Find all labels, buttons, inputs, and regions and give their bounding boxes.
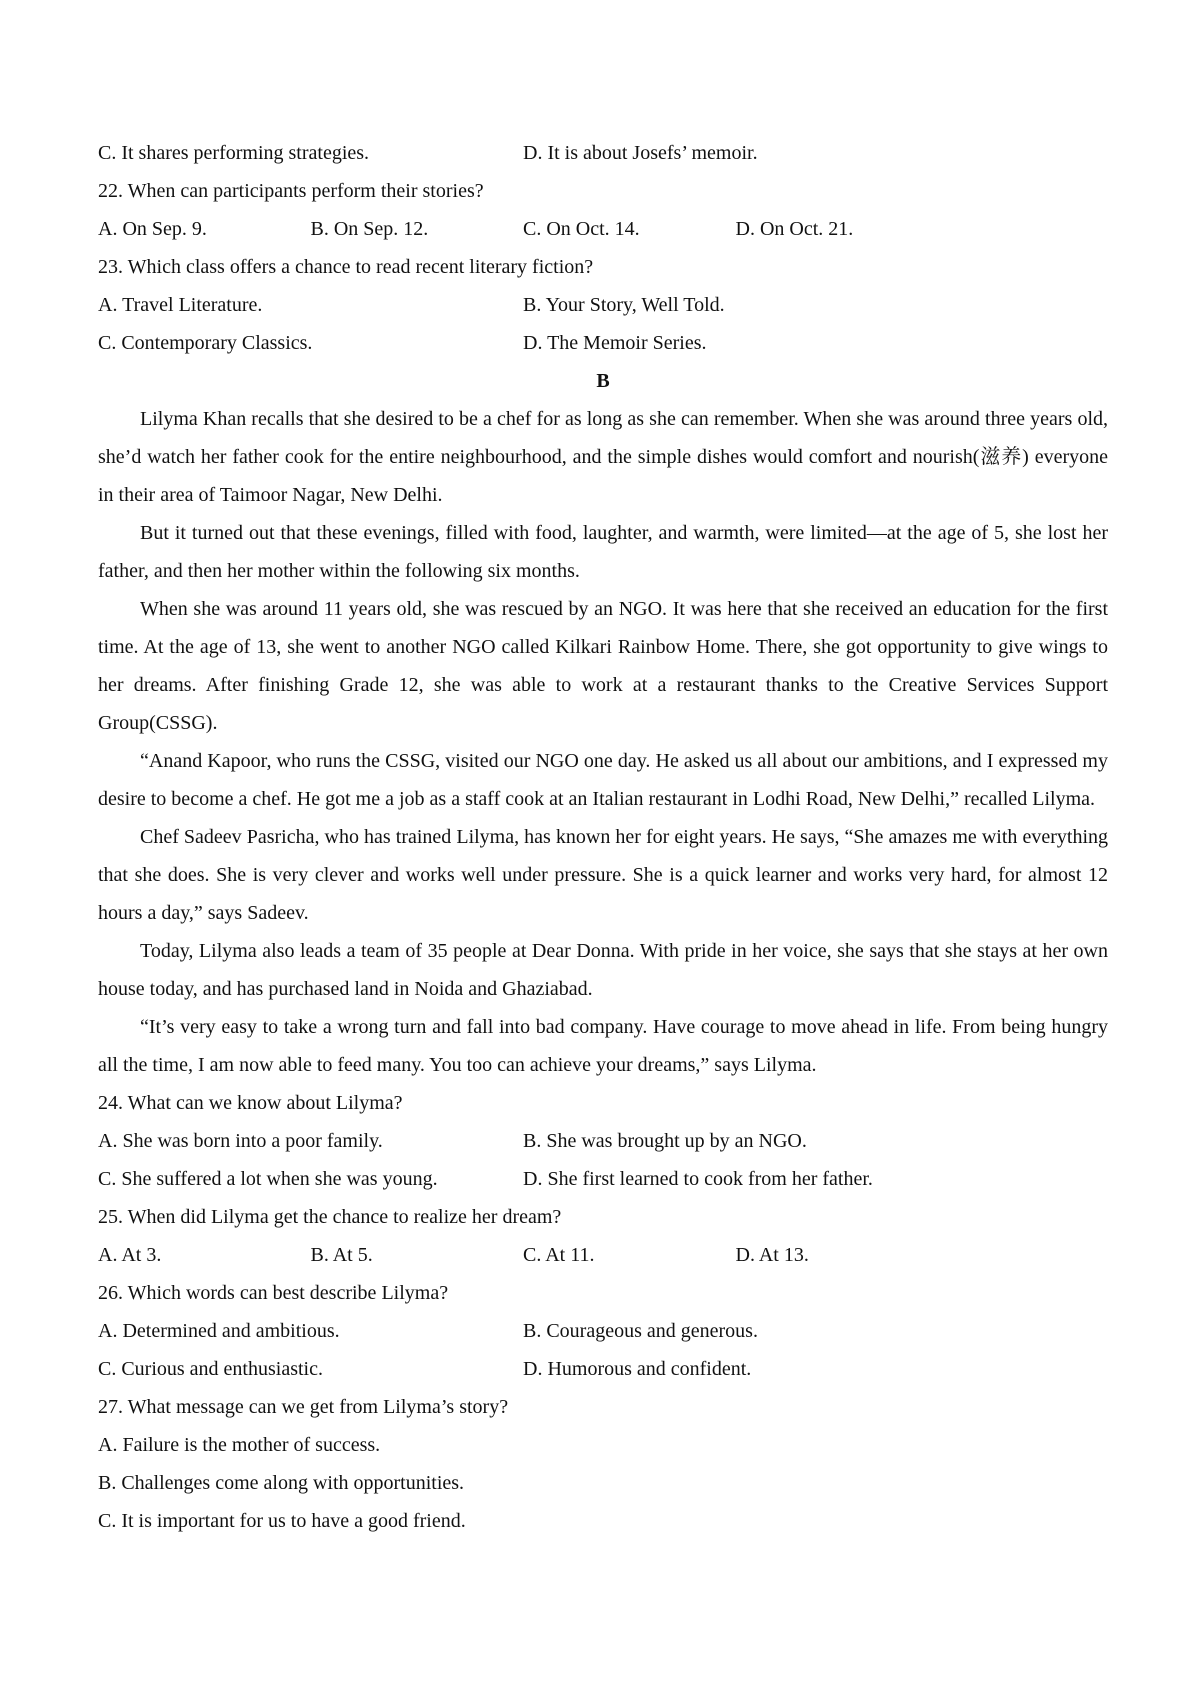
q23-option-a: A. Travel Literature.	[98, 294, 263, 316]
q26-options-row-1	[98, 1312, 1108, 1350]
q22-option-d: D. On Oct. 21.	[735, 218, 854, 240]
passage-paragraph-5: Chef Sadeev Pasricha, who has trained Lilyma, has known her for eight years. He says, “She amazes me with everything that she does. She is very clever and works well under pressure. She is a quick learner and works very hard, for almost 12 hours a day,” says Sadeev.	[98, 826, 1108, 924]
q26-option-a: A. Determined and ambitious.	[98, 1320, 340, 1342]
q27-option-c: C. It is important for us to have a good friend.	[98, 1510, 466, 1532]
q27-question: 27. What message can we get from Lilyma’s story?	[98, 1396, 509, 1418]
q26-option-c: C. Curious and enthusiastic.	[98, 1358, 323, 1380]
passage-paragraph-3: When she was around 11 years old, she was rescued by an NGO. It was here that she received an education for the first time. At the age of 13, she went to another NGO called Kilkari Rainbow Home. There, she got opportunity to give wings to her dreams. After finishing Grade 12, she was able to work at a restaurant thanks to the Creative Services Support Group(CSSG).	[98, 598, 1108, 734]
passage-paragraph-2: But it turned out that these evenings, filled with food, laughter, and warmth, were limited—at the age of 5, she lost her father, and then her mother within the following six months.	[98, 522, 1108, 582]
q25-option-a: A. At 3.	[98, 1244, 162, 1266]
section-title: B	[596, 370, 610, 392]
q26-option-d: D. Humorous and confident.	[523, 1358, 752, 1380]
q24-option-b: B. She was brought up by an NGO.	[523, 1130, 807, 1152]
q23-option-b: B. Your Story, Well Told.	[523, 294, 725, 316]
q23-option-d: D. The Memoir Series.	[523, 332, 707, 354]
q24-option-d: D. She first learned to cook from her father.	[523, 1168, 873, 1190]
q23-option-c: C. Contemporary Classics.	[98, 332, 313, 354]
q23-options-row-2	[98, 324, 1108, 362]
q22-question: 22. When can participants perform their stories?	[98, 180, 484, 202]
q26-option-b: B. Courageous and generous.	[523, 1320, 758, 1342]
q26-question: 26. Which words can best describe Lilyma?	[98, 1282, 449, 1304]
q24-option-c: C. She suffered a lot when she was young.	[98, 1168, 438, 1190]
q25-option-c: C. At 11.	[523, 1244, 595, 1266]
passage-paragraph-6: Today, Lilyma also leads a team of 35 people at Dear Donna. With pride in her voice, she says that she stays at her own house today, and has purchased land in Noida and Ghaziabad.	[98, 940, 1108, 1000]
q21-option-d: D. It is about Josefs’ memoir.	[523, 142, 758, 164]
q22-option-a: A. On Sep. 9.	[98, 218, 207, 240]
q25-option-d: D. At 13.	[735, 1244, 809, 1266]
q21-option-c: C. It shares performing strategies.	[98, 142, 370, 164]
q24-option-a: A. She was born into a poor family.	[98, 1130, 383, 1152]
q22-option-b: B. On Sep. 12.	[310, 218, 429, 240]
q24-options-row-2	[98, 1160, 1108, 1198]
q24-options-row-1	[98, 1122, 1108, 1160]
passage-paragraph-4: “Anand Kapoor, who runs the CSSG, visited our NGO one day. He asked us all about our ambitions, and I expressed my desire to become a chef. He got me a job as a staff cook at an Italian restaurant in Lodhi Road, New Delhi,” recalled Lilyma.	[98, 750, 1108, 810]
passage-paragraph-7: “It’s very easy to take a wrong turn and fall into bad company. Have courage to move ahead in life. From being hungry all the time, I am now able to feed many. You too can achieve your dreams,” says Lilyma.	[98, 1016, 1108, 1076]
q22-option-c: C. On Oct. 14.	[523, 218, 640, 240]
q21-options	[98, 134, 1108, 172]
q22-options	[98, 210, 1108, 248]
q27-option-b: B. Challenges come along with opportunities.	[98, 1472, 465, 1494]
exam-page	[98, 134, 1108, 1540]
q25-question: 25. When did Lilyma get the chance to realize her dream?	[98, 1206, 562, 1228]
q26-options-row-2	[98, 1350, 1108, 1388]
passage-paragraph-1: Lilyma Khan recalls that she desired to be a chef for as long as she can remember. When she was around three years old, she’d watch her father cook for the entire neighbourhood, and the simple dishes would comfort and nourish(滋养) everyone in their area of Taimoor Nagar, New Delhi.	[98, 408, 1108, 506]
q24-question: 24. What can we know about Lilyma?	[98, 1092, 403, 1114]
q27-option-a: A. Failure is the mother of success.	[98, 1434, 381, 1456]
q25-option-b: B. At 5.	[310, 1244, 373, 1266]
q23-question: 23. Which class offers a chance to read recent literary fiction?	[98, 256, 594, 278]
q25-options	[98, 1236, 1108, 1274]
q23-options-row-1	[98, 286, 1108, 324]
